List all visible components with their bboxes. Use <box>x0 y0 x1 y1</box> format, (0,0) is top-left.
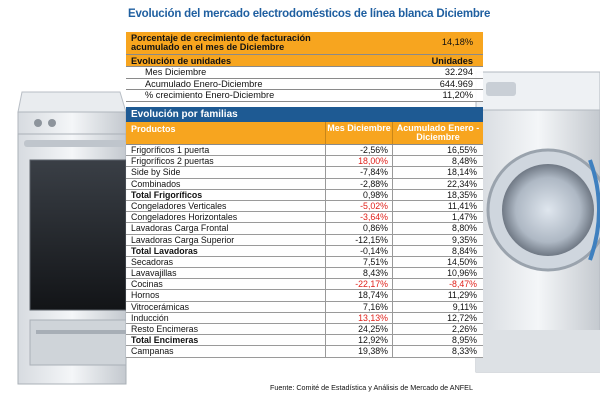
month-cell: 7,16% <box>325 302 392 312</box>
month-cell: 8,43% <box>325 268 392 278</box>
units-row <box>126 79 483 91</box>
units-row-label: % crecimiento Enero-Diciembre <box>145 90 275 101</box>
header-month: Mes Diciembre <box>325 122 392 144</box>
month-cell: 18,00% <box>325 156 392 166</box>
product-cell: Congeladores Verticales <box>131 200 227 211</box>
table-row <box>126 302 483 313</box>
table-row <box>126 223 483 234</box>
product-cell: Inducción <box>131 312 169 323</box>
product-cell: Secadoras <box>131 256 174 267</box>
month-cell: -0,14% <box>325 246 392 256</box>
accumulated-cell: -8,47% <box>392 279 483 289</box>
product-cell: Side by Side <box>131 167 181 178</box>
table-row <box>126 279 483 290</box>
families-body <box>126 145 483 358</box>
units-header: Evolución de unidades <box>131 55 232 66</box>
units-row-value: 32.294 <box>444 67 473 78</box>
accumulated-cell: 16,55% <box>392 145 483 155</box>
month-cell: -2,56% <box>325 145 392 155</box>
product-cell: Lavavajillas <box>131 268 177 279</box>
product-cell: Total Frigoríficos <box>131 189 203 200</box>
accumulated-cell: 11,29% <box>392 290 483 300</box>
product-cell: Total Lavadoras <box>131 245 198 256</box>
table-row <box>126 201 483 212</box>
accumulated-cell: 9,35% <box>392 235 483 245</box>
product-cell: Combinados <box>131 178 181 189</box>
table-row <box>126 335 483 346</box>
units-column-header: Unidades <box>431 55 473 66</box>
product-cell: Resto Encimeras <box>131 324 198 334</box>
page-title: Evolución del mercado electrodomésticos de línea blanca Diciembre <box>128 8 491 20</box>
units-row-label: Acumulado Enero-Diciembre <box>145 78 263 89</box>
table-row <box>126 268 483 279</box>
summary-table <box>126 32 483 102</box>
table-row <box>126 212 483 223</box>
accumulated-cell: 8,33% <box>392 346 483 356</box>
families-header-row <box>126 122 483 145</box>
stove-illustration <box>18 92 126 384</box>
units-header-row <box>126 55 483 67</box>
table-row <box>126 257 483 268</box>
accumulated-cell: 8,84% <box>392 246 483 256</box>
units-row-label: Mes Diciembre <box>145 67 207 78</box>
month-cell: 18,74% <box>325 290 392 300</box>
product-cell: Frigoríficos 2 puertas <box>131 156 214 167</box>
accumulated-cell: 10,96% <box>392 268 483 278</box>
month-cell: -5,02% <box>325 201 392 211</box>
growth-row <box>126 32 483 55</box>
month-cell: 7,51% <box>325 257 392 267</box>
header-accumulated: Acumulado Enero - Diciembre <box>392 122 483 144</box>
header-products: Productos <box>131 124 176 134</box>
product-cell: Lavadoras Carga Superior <box>131 234 235 245</box>
month-cell: 0,86% <box>325 223 392 233</box>
table-row <box>126 246 483 257</box>
families-title: Evolución por familias <box>126 107 483 122</box>
units-row-value: 11,20% <box>442 90 473 101</box>
units-row <box>126 90 483 102</box>
table-row <box>126 190 483 201</box>
product-cell: Cocinas <box>131 279 163 290</box>
month-cell: 19,38% <box>325 346 392 356</box>
washing-machine-illustration <box>476 72 600 372</box>
growth-value: 14,18% <box>441 37 473 48</box>
product-cell: Congeladores Horizontales <box>131 212 238 223</box>
accumulated-cell: 9,11% <box>392 302 483 312</box>
families-table <box>126 107 483 358</box>
accumulated-cell: 18,14% <box>392 167 483 177</box>
accumulated-cell: 11,41% <box>392 201 483 211</box>
accumulated-cell: 18,35% <box>392 190 483 200</box>
table-row <box>126 313 483 324</box>
units-row-value: 644.969 <box>439 78 473 89</box>
table-row <box>126 145 483 156</box>
month-cell: -2,88% <box>325 179 392 189</box>
accumulated-cell: 8,80% <box>392 223 483 233</box>
product-cell: Hornos <box>131 290 160 301</box>
table-row <box>126 324 483 335</box>
accumulated-cell: 12,72% <box>392 313 483 323</box>
table-row <box>126 290 483 301</box>
table-row <box>126 346 483 357</box>
product-cell: Campanas <box>131 346 174 357</box>
month-cell: 24,25% <box>325 324 392 334</box>
product-cell: Vitrocerámicas <box>131 301 190 312</box>
table-row <box>126 167 483 178</box>
accumulated-cell: 22,34% <box>392 179 483 189</box>
units-row <box>126 67 483 79</box>
accumulated-cell: 1,47% <box>392 212 483 222</box>
source-footnote: Fuente: Comité de Estadística y Análisis de Mercado de ANFEL <box>270 383 473 392</box>
month-cell: -12,15% <box>325 235 392 245</box>
month-cell: 0,98% <box>325 190 392 200</box>
product-cell: Total Encimeras <box>131 335 199 346</box>
table-row <box>126 179 483 190</box>
accumulated-cell: 8,48% <box>392 156 483 166</box>
accumulated-cell: 2,26% <box>392 324 483 334</box>
product-cell: Lavadoras Carga Frontal <box>131 223 229 234</box>
month-cell: 13,13% <box>325 313 392 323</box>
month-cell: -7,84% <box>325 167 392 177</box>
month-cell: -3,64% <box>325 212 392 222</box>
product-cell: Frigoríficos 1 puerta <box>131 145 210 155</box>
month-cell: 12,92% <box>325 335 392 345</box>
accumulated-cell: 14,50% <box>392 257 483 267</box>
table-row <box>126 156 483 167</box>
table-row <box>126 235 483 246</box>
growth-label: Porcentaje de crecimiento de facturación acumulado en el mes de Diciembre <box>131 32 311 52</box>
accumulated-cell: 8,95% <box>392 335 483 345</box>
month-cell: -22,17% <box>325 279 392 289</box>
